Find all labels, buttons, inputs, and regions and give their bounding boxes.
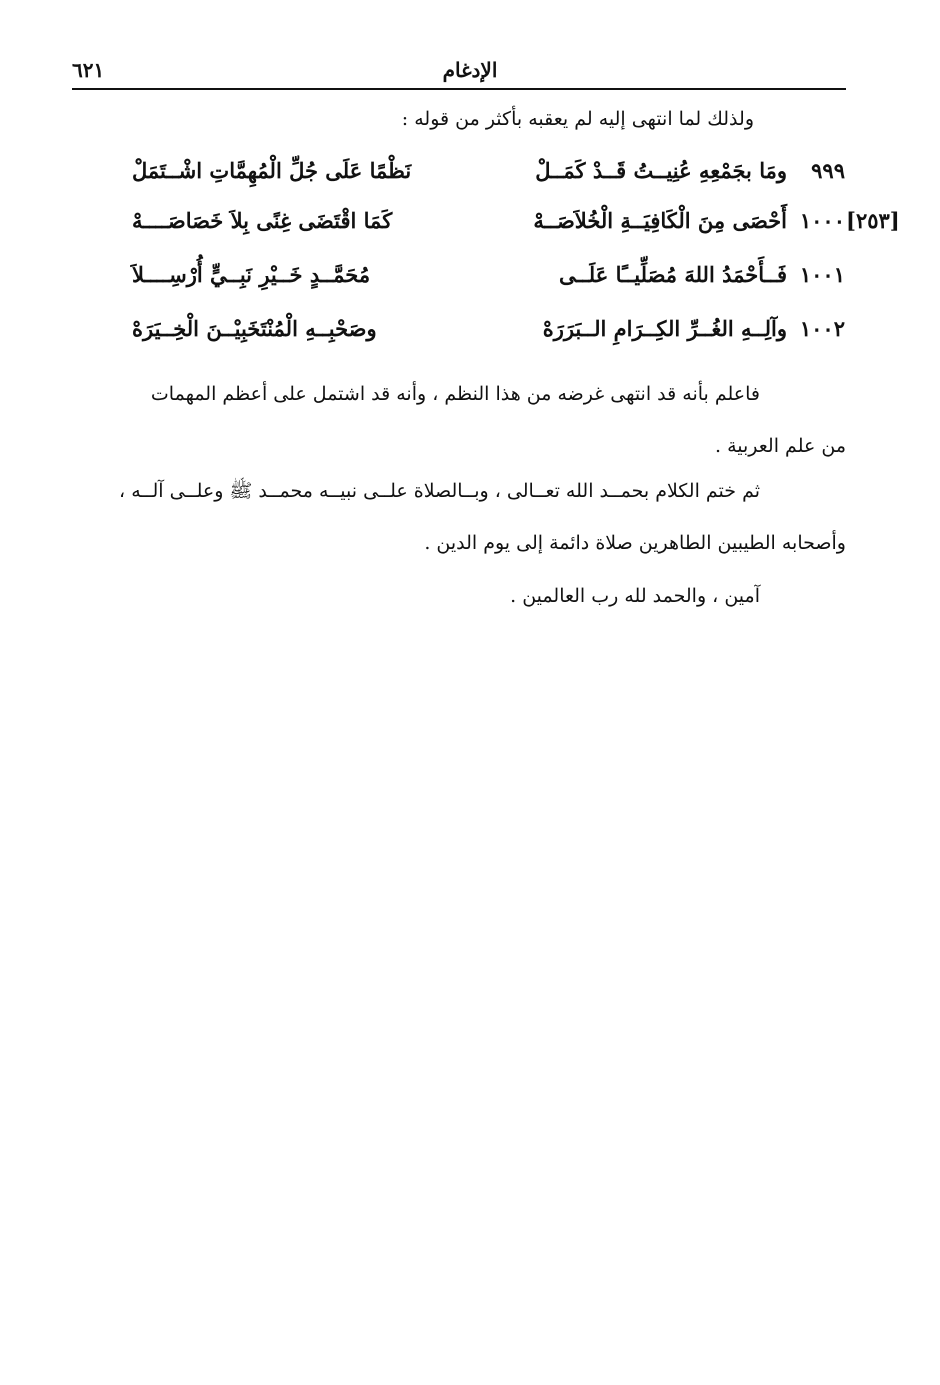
verse-number: ١٠٠١ (799, 262, 845, 287)
page-reference-marker: [٢٥٣] (846, 208, 900, 233)
intro-line: ولذلك لما انتهى إليه لم يعقبه بأكثر من قوله : (401, 108, 754, 130)
verse-second-hemistich: كَمَا اقْتَضَى غِنًى بِلاَ خَصَاصَــــهْ (132, 208, 393, 233)
verse-line (100, 158, 845, 198)
paragraph-line: ثم ختم الكلام بحمــد الله تعــالى ، وبــالصلاة علــى نبيــه محمــد ﷺ وعلــى آلــه ، (119, 480, 760, 502)
header-rule (72, 88, 846, 90)
closing-paragraph (72, 465, 846, 569)
paragraph-line: وأصحابه الطيبين الطاهرين صلاة دائمة إلى يوم الدين . (424, 532, 846, 554)
verse-first-hemistich: ومَا بجَمْعِهِ عُنِيــتُ قَــدْ كَمَــلْ (535, 158, 787, 183)
verse-number: ١٠٠٠ (799, 208, 845, 233)
page-number: ٦٢١ (72, 58, 105, 82)
verse-line (100, 208, 845, 248)
paragraph-line: من علم العربية . (715, 435, 846, 457)
verse-line (100, 316, 845, 356)
closing-paragraph (72, 368, 846, 472)
verse-first-hemistich: وآلِــهِ الغُــرِّ الكِــرَامِ الــبَرَرَهْ (542, 316, 787, 341)
paragraph-line: فاعلم بأنه قد انتهى غرضه من هذا النظم ، وأنه قد اشتمل على أعظم المهمات (150, 383, 760, 405)
running-title: الإدغام (442, 58, 498, 82)
verse-number: ١٠٠٢ (799, 316, 845, 341)
verse-second-hemistich: نَظْمًا عَلَى جُلِّ الْمُهِمَّاتِ اشْــتَمَلْ (132, 158, 412, 183)
closing-paragraph (72, 570, 846, 622)
verse-first-hemistich: أَحْصَى مِنَ الْكَافِيَــةِ الْخُلاَصَــهْ (533, 208, 787, 233)
verse-second-hemistich: مُحَمَّــدٍ خَــيْرِ نَبِــيٍّ أُرْسِــــلاَ (132, 262, 371, 287)
verse-number: ٩٩٩ (811, 158, 845, 183)
paragraph-line: آمين ، والحمد لله رب العالمين . (510, 585, 760, 607)
verse-second-hemistich: وصَحْبِــهِ الْمُنْتَخَبِيْــنَ الْخِــيَرَهْ (132, 316, 377, 341)
verse-line (100, 262, 845, 302)
verse-first-hemistich: فَــأَحْمَدُ اللهَ مُصَلِّيــًا عَلَــى (558, 262, 787, 287)
